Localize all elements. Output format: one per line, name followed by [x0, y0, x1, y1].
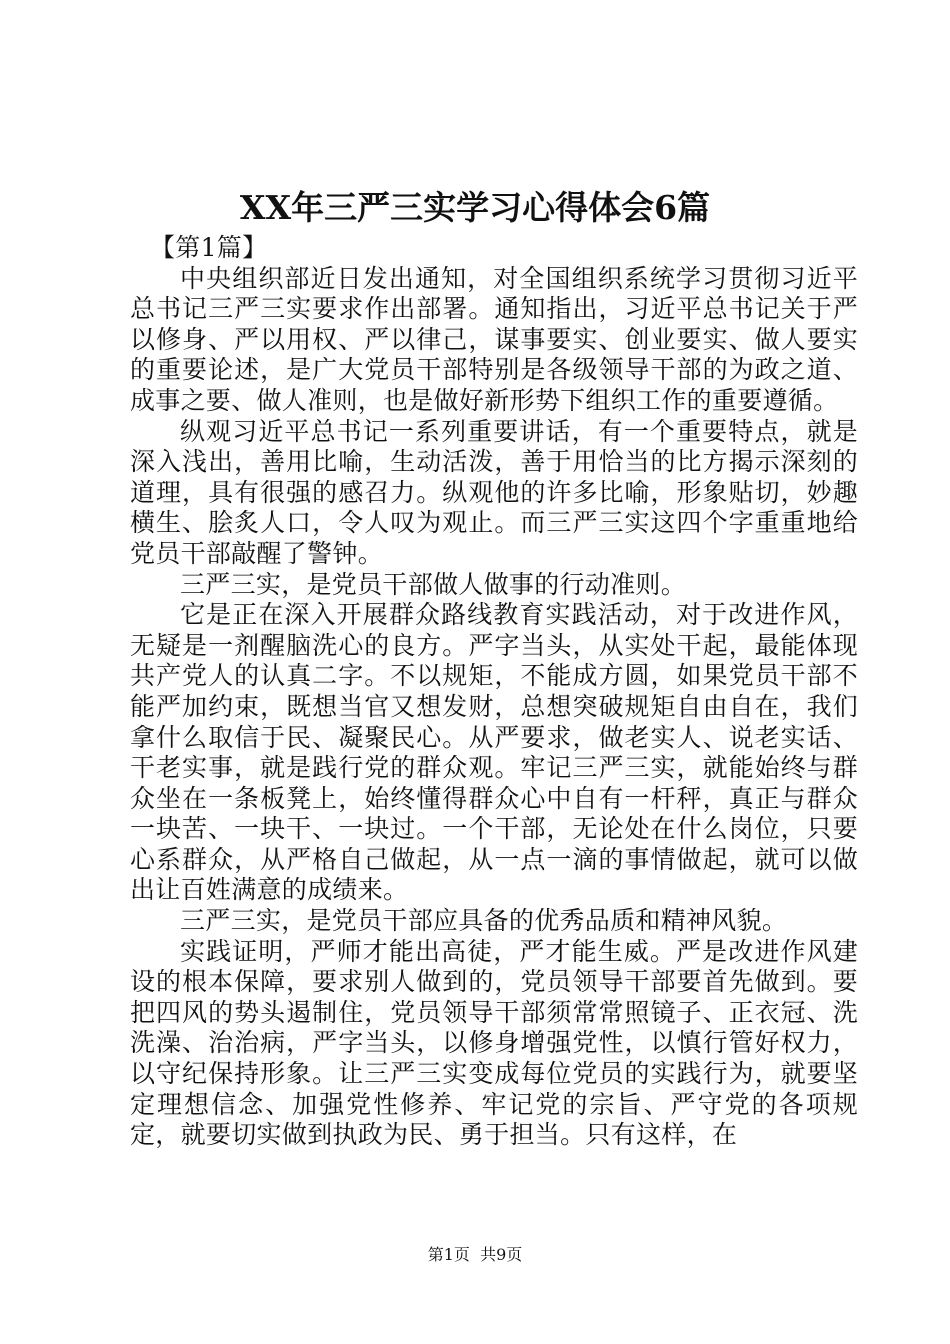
paragraph-2: 纵观习近平总书记一系列重要讲话，有一个重要特点，就是深入浅出，善用比喻，生动活泼，善于用恰当的比方揭示深刻的道理，具有很强的感召力。纵观他的许多比喻，形象贴切，妙趣横生、脍炙人口，令人叹为观止。而三严三实这四个字重重地给党员干部敲醒了警钟。 — [130, 416, 858, 568]
paragraph-4: 它是正在深入开展群众路线教育实践活动，对于改进作风，无疑是一剂醒脑洗心的良方。严字当头，从实处干起，最能体现共产党人的认真二字。不以规矩，不能成方圆，如果党员干部不能严加约束，既想当官又想发财，总想突破规矩自由自在，我们拿什么取信于民、凝聚民心。从严要求，做老实人、说老实话、干老实事，就是践行党的群众观。牢记三严三实，就能始终与群众坐在一条板凳上，始终懂得群众心中自有一杆秤，真正与群众一块苦、一块干、一块过。一个干部，无论处在什么岗位，只要心系群众，从严格自己做起，从一点一滴的事情做起，就可以做出让百姓满意的成绩来。 — [130, 600, 858, 905]
paragraph-5: 三严三实，是党员干部应具备的优秀品质和精神风貌。 — [180, 906, 788, 936]
paragraph-3: 三严三实，是党员干部做人做事的行动准则。 — [180, 569, 687, 599]
page-number: 第1页 — [427, 1245, 470, 1264]
document-body — [130, 233, 858, 1151]
paragraph-1: 中央组织部近日发出通知，对全国组织系统学习贯彻习近平总书记三严三实要求作出部署。通知指出，习近平总书记关于严以修身、严以用权、严以律己，谋事要实、创业要实、做人要实的重要论述，是广大党员干部特别是各级领导干部的为政之道、成事之要、做人准则，也是做好新形势下组织工作的重要遵循。 — [130, 263, 858, 415]
document-title: XX年三严三实学习心得体会6篇 — [239, 188, 711, 227]
page-total: 共9页 — [480, 1245, 523, 1264]
paragraph-6: 实践证明，严师才能出高徒，严才能生威。严是改进作风建设的根本保障，要求别人做到的，党员领导干部要首先做到。要把四风的势头遏制住，党员领导干部须常常照镜子、正衣冠、洗洗澡、治治病，严字当头，以修身增强党性，以慎行管好权力，以守纪保持形象。让三严三实变成每位党员的实践行为，就要坚定理想信念、加强党性修养、牢记党的宗旨、严守党的各项规定，就要切实做到执政为民、勇于担当。只有这样，在 — [130, 936, 858, 1150]
section-label: 【第1篇】 — [150, 233, 268, 262]
page-footer — [0, 1244, 950, 1266]
